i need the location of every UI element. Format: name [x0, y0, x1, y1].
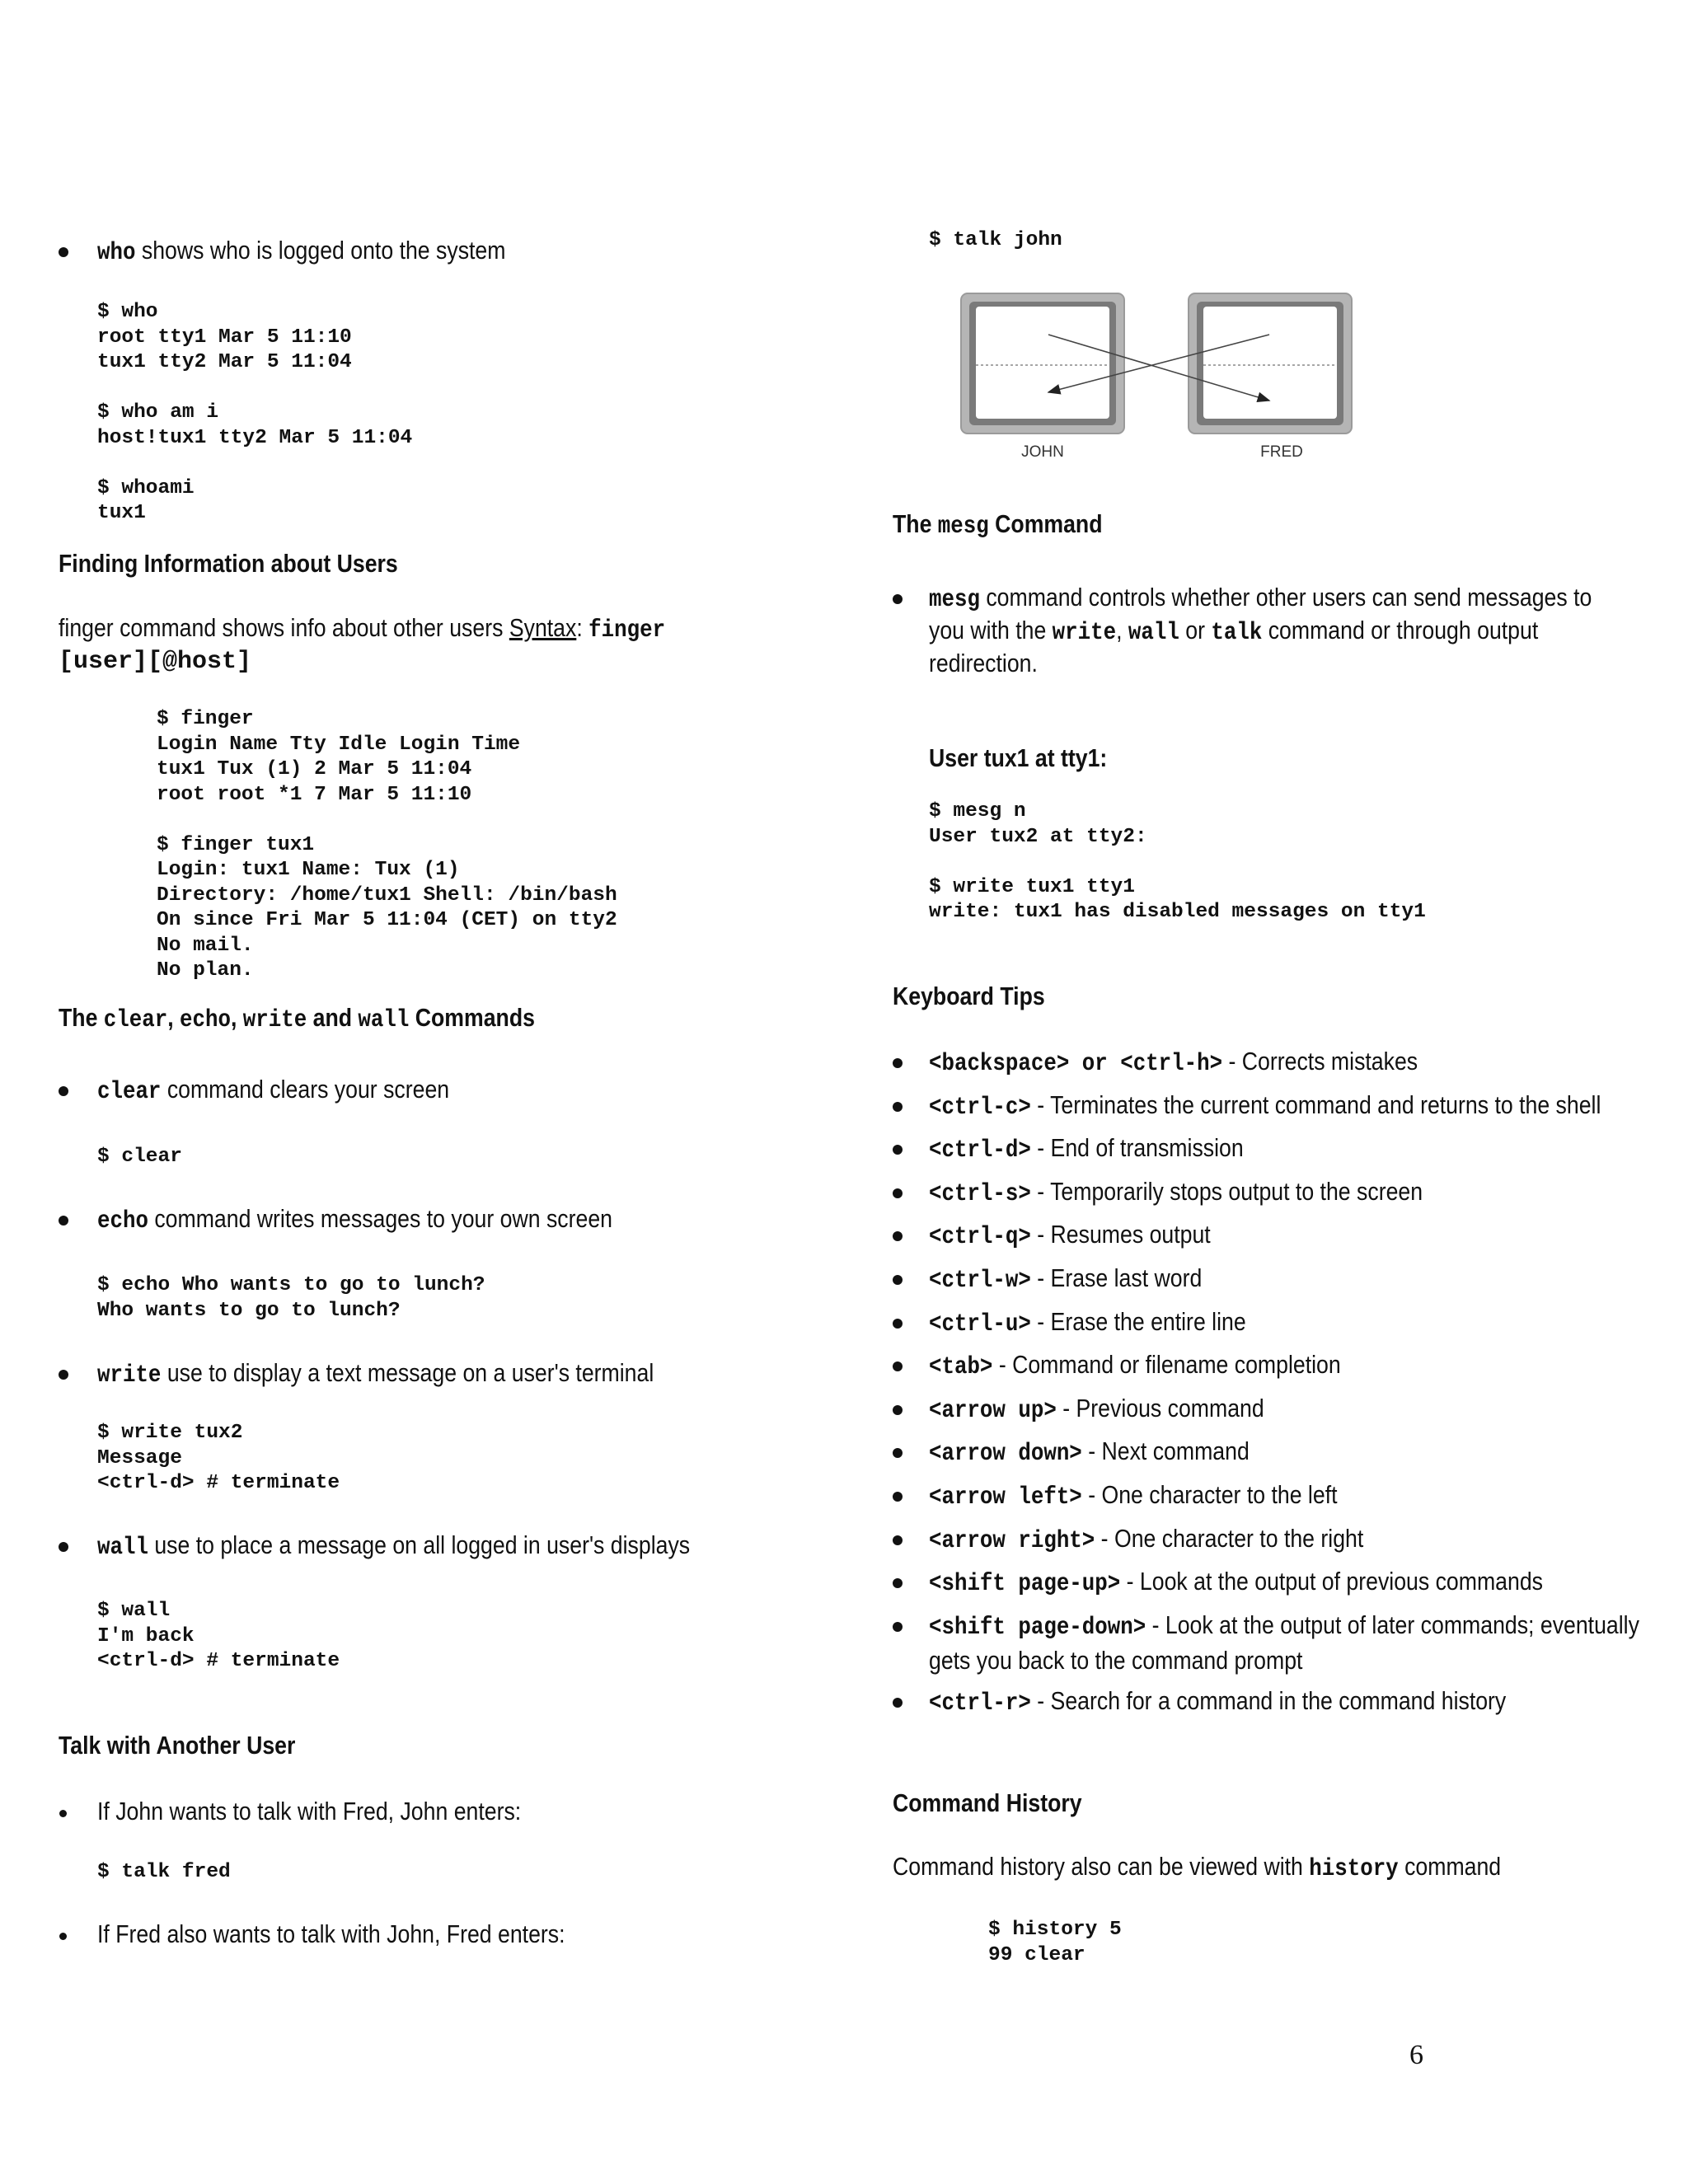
mesg-heading: The mesg Command — [893, 509, 1103, 541]
keyboard-tip-desc: - Previous command — [1056, 1393, 1264, 1422]
clear-code: $ clear — [97, 1146, 182, 1168]
bullet-icon — [893, 1188, 903, 1198]
user-tux1-heading: User tux1 at tty1: — [929, 743, 1108, 772]
history-text: Command history also can be viewed with history command — [893, 1852, 1502, 1883]
finger-code: $ finger Login Name Tty Idle Login Time tux1 Tux (1) 2 Mar 5 11:04 root root *1 7 Mar 5 11:10 $ finger tux1 Login: tux1 Name: Tux (1) Directory: /home/tux1 Shell: /bin/bash On since Fri Mar 5 11:04 (CET) on tty2 No mail. No plan. — [157, 708, 617, 982]
write-item — [97, 1357, 744, 1392]
keyboard-tip-item — [893, 1175, 1659, 1211]
keyboard-tip-desc: - Erase the entire line — [1030, 1306, 1246, 1336]
write-cmd: write — [97, 1361, 162, 1390]
keyboard-tip-key: <backspace> or <ctrl-h> — [929, 1050, 1223, 1078]
keyboard-tip-desc: - Terminates the current command and returns to the shell — [1030, 1090, 1601, 1119]
keyboard-tip-desc: - Erase last word — [1030, 1263, 1203, 1292]
echo-desc: command writes messages to your own screen — [148, 1204, 612, 1233]
keyboard-tip-item — [893, 1685, 1659, 1720]
keyboard-heading: Keyboard Tips — [893, 982, 1045, 1010]
keyboard-tip-desc: - One character to the right — [1095, 1523, 1364, 1553]
talk-code-1: $ talk fred — [97, 1861, 231, 1883]
talk-item-1: If John wants to talk with Fred, John enters: — [97, 1797, 522, 1825]
keyboard-tip-item — [893, 1565, 1659, 1601]
keyboard-tip-key: <ctrl-c> — [929, 1093, 1031, 1122]
who-code: $ who root tty1 Mar 5 11:10 tux1 tty2 Mar 5 11:04 $ who am i host!tux1 tty2 Mar 5 11:04 $ whoami tux1 — [97, 301, 413, 524]
keyboard-tip-item — [893, 1609, 1659, 1677]
keyboard-tip-item — [893, 1392, 1659, 1427]
keyboard-tip-desc: - Look at the output of previous commands — [1120, 1567, 1544, 1596]
keyboard-tip-key: <arrow down> — [929, 1440, 1082, 1469]
talk-code-2: $ talk john — [929, 229, 1062, 251]
bullet-icon — [893, 594, 903, 604]
bullet-icon — [893, 1492, 903, 1502]
history-code: $ history 5 99 clear — [988, 1919, 1122, 1966]
wall-code: $ wall I'm back <ctrl-d> # terminate — [97, 1600, 340, 1672]
keyboard-tip-key: <shift page-down> — [929, 1613, 1146, 1642]
bullet-icon — [59, 1933, 67, 1940]
fred-monitor-icon — [1189, 293, 1352, 434]
bullet-icon — [59, 1216, 68, 1226]
keyboard-tip-desc: - Search for a command in the command history — [1030, 1686, 1507, 1716]
finger-syntax-args-line — [59, 643, 251, 678]
echo-code: $ echo Who wants to go to lunch? Who wants to go to lunch? — [97, 1274, 485, 1322]
keyboard-tip-key: <ctrl-r> — [929, 1690, 1031, 1718]
keyboard-tip-item — [893, 1305, 1659, 1341]
bullet-icon — [893, 1405, 903, 1415]
finger-syntax-cmd: finger — [588, 616, 666, 644]
history-cmd: history — [1309, 1855, 1399, 1883]
mesg-item-line-2: you with the write, wall or talk command or through output — [929, 616, 1539, 647]
keyboard-tip-key: <arrow left> — [929, 1483, 1082, 1511]
keyboard-tip-desc: - Resumes output — [1030, 1220, 1211, 1249]
keyboard-tip-item — [893, 1089, 1659, 1124]
keyboard-tip-item — [893, 1522, 1659, 1558]
keyboard-tip-key: <shift page-up> — [929, 1570, 1121, 1599]
bullet-icon — [59, 1810, 67, 1817]
talk-item-2: If Fred also wants to talk with John, Fred enters: — [97, 1919, 565, 1948]
bullet-icon — [893, 1145, 903, 1155]
write-desc: use to display a text message on a user's terminal — [161, 1358, 654, 1387]
talk-heading: Talk with Another User — [59, 1731, 296, 1760]
who-desc: shows who is logged onto the system — [135, 236, 506, 265]
keyboard-tips-list — [893, 1045, 1659, 1728]
bullet-icon — [893, 1361, 903, 1371]
bullet-icon — [893, 1275, 903, 1285]
john-label: JOHN — [1021, 443, 1064, 461]
keyboard-tip-key: <arrow right> — [929, 1526, 1095, 1555]
mesg-code: $ mesg n User tux2 at tty2: $ write tux1 tty1 write: tux1 has disabled messages on tty1 — [929, 800, 1426, 923]
bullet-icon — [893, 1535, 903, 1545]
finger-intro: finger command shows info about other users Syntax: finger — [59, 613, 666, 644]
keyboard-tip-key: <ctrl-w> — [929, 1266, 1031, 1295]
keyboard-tip-item — [893, 1262, 1659, 1297]
keyboard-tip-item — [893, 1218, 1659, 1254]
wall-desc: use to place a message on all logged in user's displays — [148, 1530, 691, 1559]
fred-label: FRED — [1260, 443, 1303, 461]
history-heading: Command History — [893, 1788, 1082, 1817]
keyboard-tip-key: <ctrl-q> — [929, 1223, 1031, 1252]
finger-intro-text: finger command shows info about other users — [59, 613, 509, 642]
keyboard-tip-item — [893, 1045, 1659, 1080]
keyboard-tip-item — [893, 1132, 1659, 1167]
talk-diagram — [956, 288, 1368, 466]
bullet-icon — [59, 1542, 68, 1552]
bullet-icon — [893, 1698, 903, 1708]
clear-item — [97, 1073, 507, 1108]
bullet-icon — [893, 1622, 903, 1632]
bullet-icon — [893, 1231, 903, 1241]
bullet-icon — [59, 1086, 68, 1096]
keyboard-tip-item — [893, 1479, 1659, 1514]
bullet-icon — [893, 1058, 903, 1068]
who-cmd: who — [97, 239, 136, 267]
keyboard-tip-desc: - Next command — [1081, 1436, 1250, 1466]
keyboard-tip-desc: - Corrects mistakes — [1222, 1047, 1418, 1076]
syntax-label: Syntax — [509, 613, 577, 642]
keyboard-tip-key: <arrow up> — [929, 1396, 1057, 1425]
bullet-icon — [893, 1102, 903, 1112]
mesg-item-line-3: redirection. — [929, 649, 1038, 677]
bullet-icon — [59, 1370, 68, 1380]
john-monitor-icon — [961, 293, 1124, 434]
keyboard-tip-key: <ctrl-u> — [929, 1310, 1031, 1338]
page-number: 6 — [1409, 2040, 1423, 2070]
write-code: $ write tux2 Message <ctrl-d> # terminate — [97, 1422, 340, 1494]
who-item — [97, 234, 572, 269]
keyboard-tip-key: <ctrl-d> — [929, 1137, 1031, 1165]
bullet-icon — [893, 1448, 903, 1458]
keyboard-tip-desc: - Look at the output of later commands; eventually gets you back to the command prompt — [929, 1610, 1639, 1675]
keyboard-tip-desc: - Temporarily stops output to the screen — [1030, 1176, 1423, 1206]
commands-heading: The clear, echo, write and wall Commands — [59, 1003, 535, 1034]
wall-cmd: wall — [97, 1534, 148, 1562]
echo-item — [97, 1202, 696, 1238]
clear-desc: command clears your screen — [161, 1075, 450, 1104]
echo-cmd: echo — [97, 1207, 148, 1235]
wall-item — [97, 1529, 786, 1564]
finger-syntax-args: [user][@host] — [59, 648, 252, 676]
keyboard-tip-key: <ctrl-s> — [929, 1179, 1031, 1208]
keyboard-tip-desc: - End of transmission — [1030, 1133, 1244, 1163]
keyboard-tip-key: <tab> — [929, 1353, 993, 1382]
keyboard-tip-desc: - One character to the left — [1081, 1479, 1338, 1509]
mesg-cmd: mesg — [929, 586, 980, 614]
keyboard-tip-desc: - Command or filename completion — [992, 1350, 1341, 1380]
keyboard-tip-item — [893, 1348, 1659, 1384]
mesg-item-line-1: mesg command controls whether other users can send messages to — [929, 583, 1592, 614]
bullet-icon — [893, 1319, 903, 1329]
finding-heading: Finding Information about Users — [59, 549, 398, 578]
keyboard-tip-item — [893, 1435, 1659, 1470]
clear-cmd: clear — [97, 1078, 162, 1106]
bullet-icon — [893, 1578, 903, 1588]
bullet-icon — [59, 247, 68, 257]
